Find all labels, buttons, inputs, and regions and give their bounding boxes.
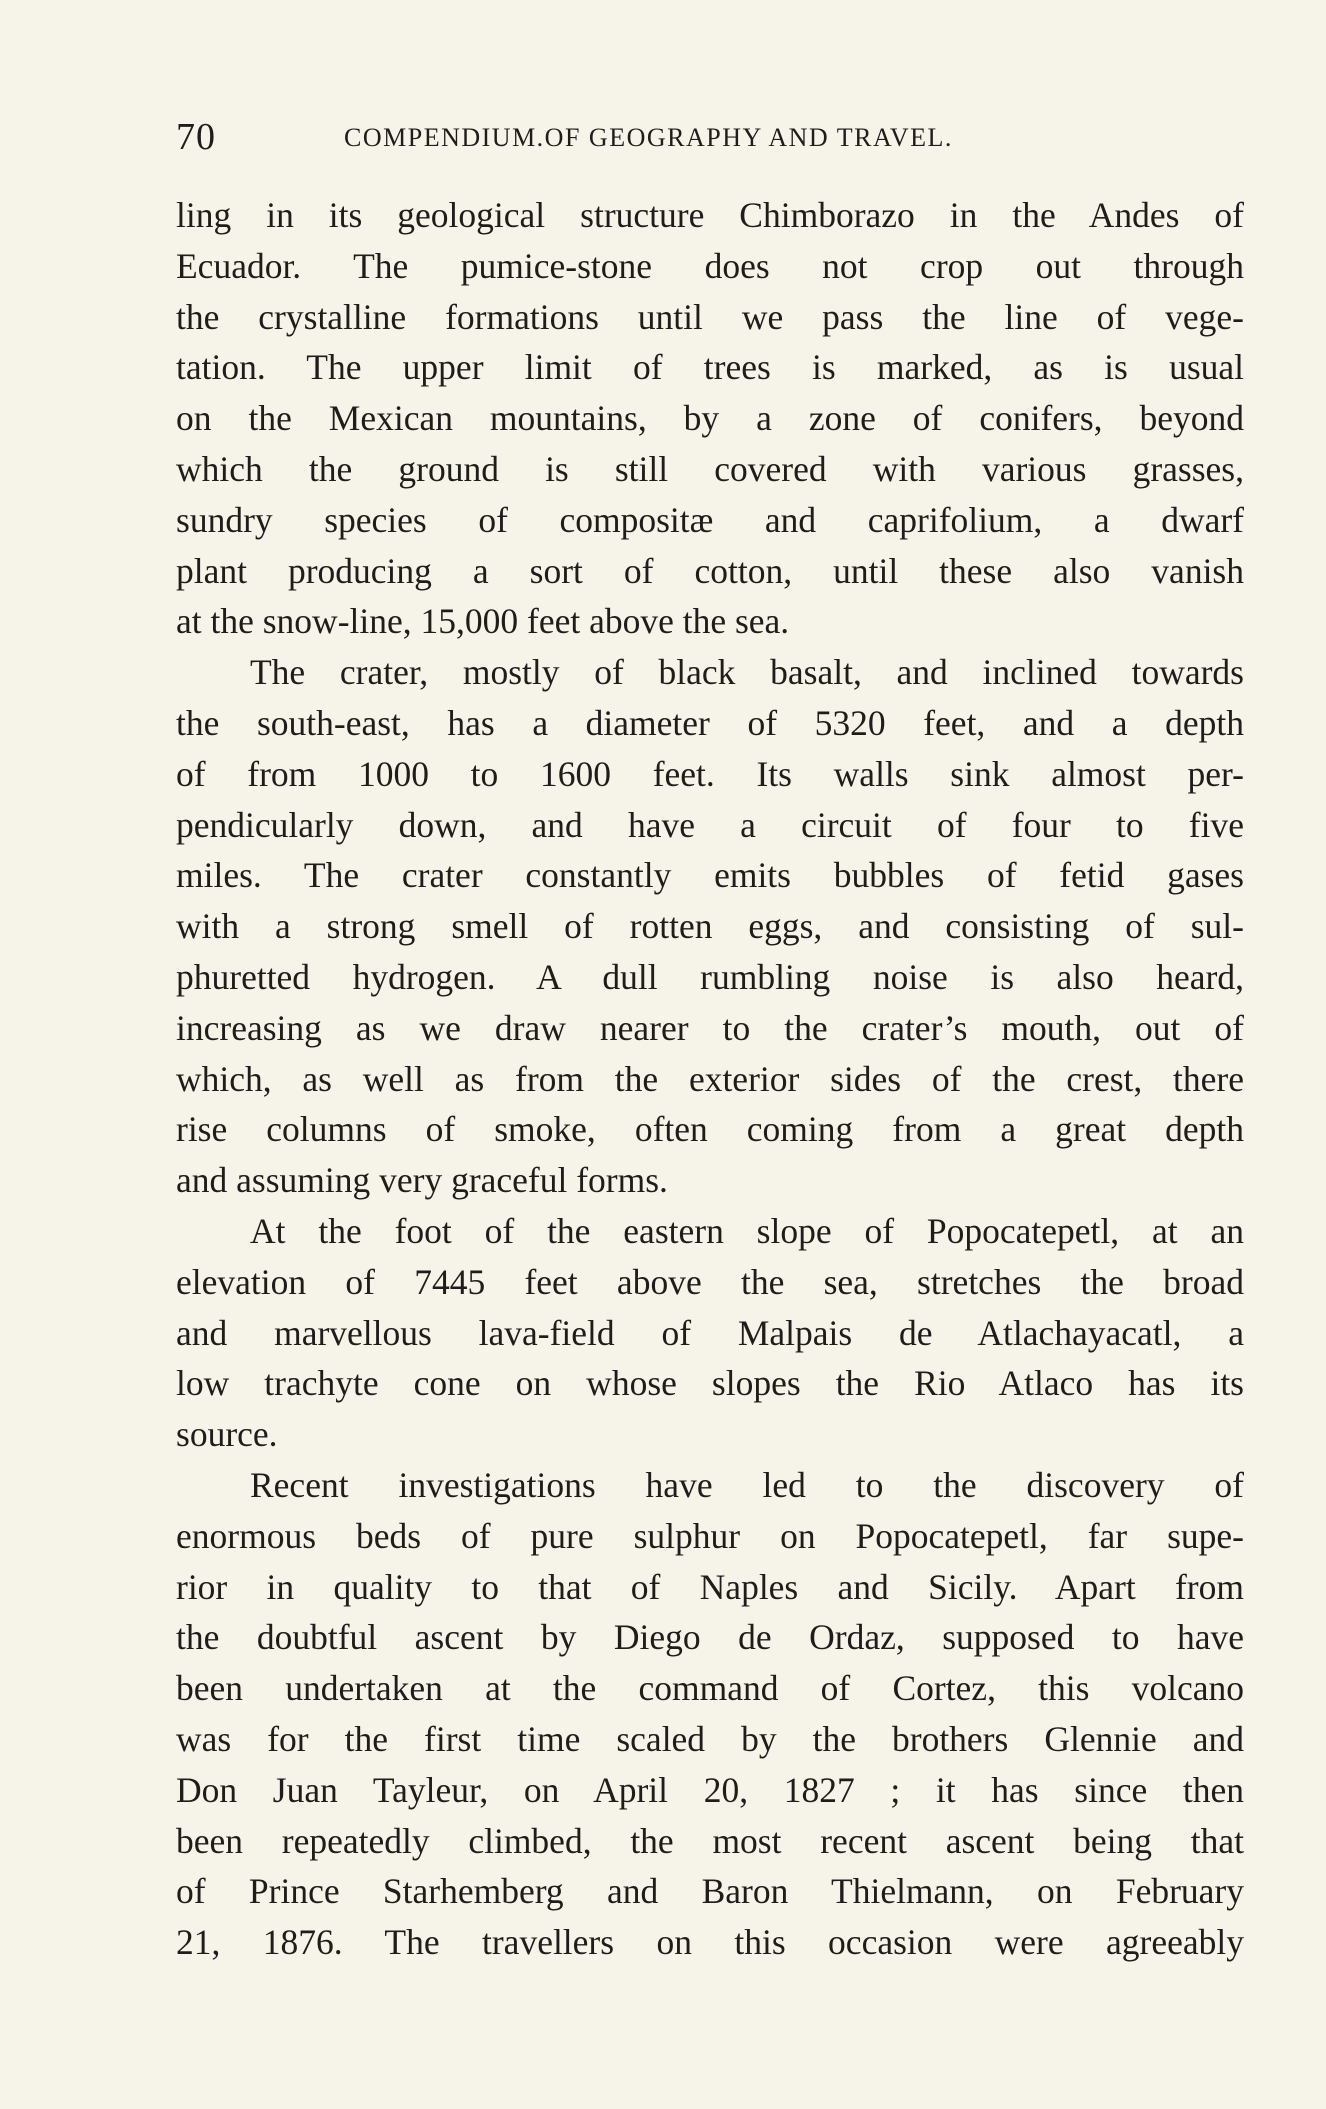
- body-text: [176, 190, 1244, 1968]
- text-line: elevation of 7445 feet above the sea, stretches the broad: [176, 1261, 1244, 1302]
- text-line: enormous beds of pure sulphur on Popocatepetl, far supe-: [176, 1515, 1244, 1556]
- text-line: been undertaken at the command of Cortez, this volcano: [176, 1668, 1244, 1709]
- page-number: 70: [176, 116, 216, 158]
- text-line: phuretted hydrogen. A dull rumbling noise is also heard,: [176, 956, 1244, 997]
- text-line: of from 1000 to 1600 feet. Its walls sink almost per-: [176, 753, 1244, 794]
- text-line: of Prince Starhemberg and Baron Thielmann, on February: [176, 1871, 1244, 1912]
- text-line: on the Mexican mountains, by a zone of conifers, beyond: [176, 398, 1244, 439]
- text-line: 21, 1876. The travellers on this occasion were agreeably: [176, 1922, 1244, 1963]
- text-line: Don Juan Tayleur, on April 20, 1827 ; it has since then: [176, 1769, 1244, 1810]
- text-line: Ecuador. The pumice-stone does not crop out through: [176, 245, 1244, 286]
- text-line: the doubtful ascent by Diego de Ordaz, supposed to have: [176, 1617, 1244, 1658]
- text-line: with a strong smell of rotten eggs, and consisting of sul-: [176, 906, 1244, 947]
- text-line: and marvellous lava-field of Malpais de Atlachayacatl, a: [176, 1312, 1244, 1353]
- text-line: increasing as we draw nearer to the crater’s mouth, out of: [176, 1007, 1244, 1048]
- text-line: low trachyte cone on whose slopes the Rio Atlaco has its: [176, 1363, 1244, 1404]
- paragraph-end-line: at the snow-line, 15,000 feet above the sea.: [176, 601, 790, 642]
- text-line: the south-east, has a diameter of 5320 feet, and a depth: [176, 702, 1244, 743]
- running-title: COMPENDIUM.OF GEOGRAPHY AND TRAVEL.: [344, 123, 953, 152]
- text-line: was for the first time scaled by the brothers Glennie and: [176, 1718, 1244, 1759]
- text-line: ling in its geological structure Chimborazo in the Andes of: [176, 195, 1244, 235]
- paragraph-start-line: The crater, mostly of black basalt, and inclined towards: [250, 652, 1244, 693]
- text-line: tation. The upper limit of trees is marked, as is usual: [176, 347, 1244, 388]
- text-line: which, as well as from the exterior sides of the crest, there: [176, 1058, 1244, 1099]
- text-line: rise columns of smoke, often coming from a great depth: [176, 1109, 1244, 1150]
- text-line: sundry species of compositæ and caprifolium, a dwarf: [176, 499, 1244, 540]
- paragraph-end-line: source.: [176, 1414, 278, 1455]
- text-line: which the ground is still covered with various grasses,: [176, 448, 1244, 489]
- text-line: miles. The crater constantly emits bubbles of fetid gases: [176, 855, 1244, 896]
- text-line: been repeatedly climbed, the most recent ascent being that: [176, 1820, 1244, 1861]
- text-line: rior in quality to that of Naples and Sicily. Apart from: [176, 1566, 1244, 1607]
- text-line: the crystalline formations until we pass the line of vege-: [176, 296, 1244, 337]
- paragraph-end-line: and assuming very graceful forms.: [176, 1160, 668, 1201]
- running-head: [176, 112, 1244, 162]
- paragraph-start-line: At the foot of the eastern slope of Popocatepetl, at an: [250, 1210, 1244, 1251]
- text-line: pendicularly down, and have a circuit of four to five: [176, 804, 1244, 845]
- text-line: plant producing a sort of cotton, until these also vanish: [176, 550, 1244, 591]
- paragraph-start-line: Recent investigations have led to the discovery of: [250, 1464, 1244, 1505]
